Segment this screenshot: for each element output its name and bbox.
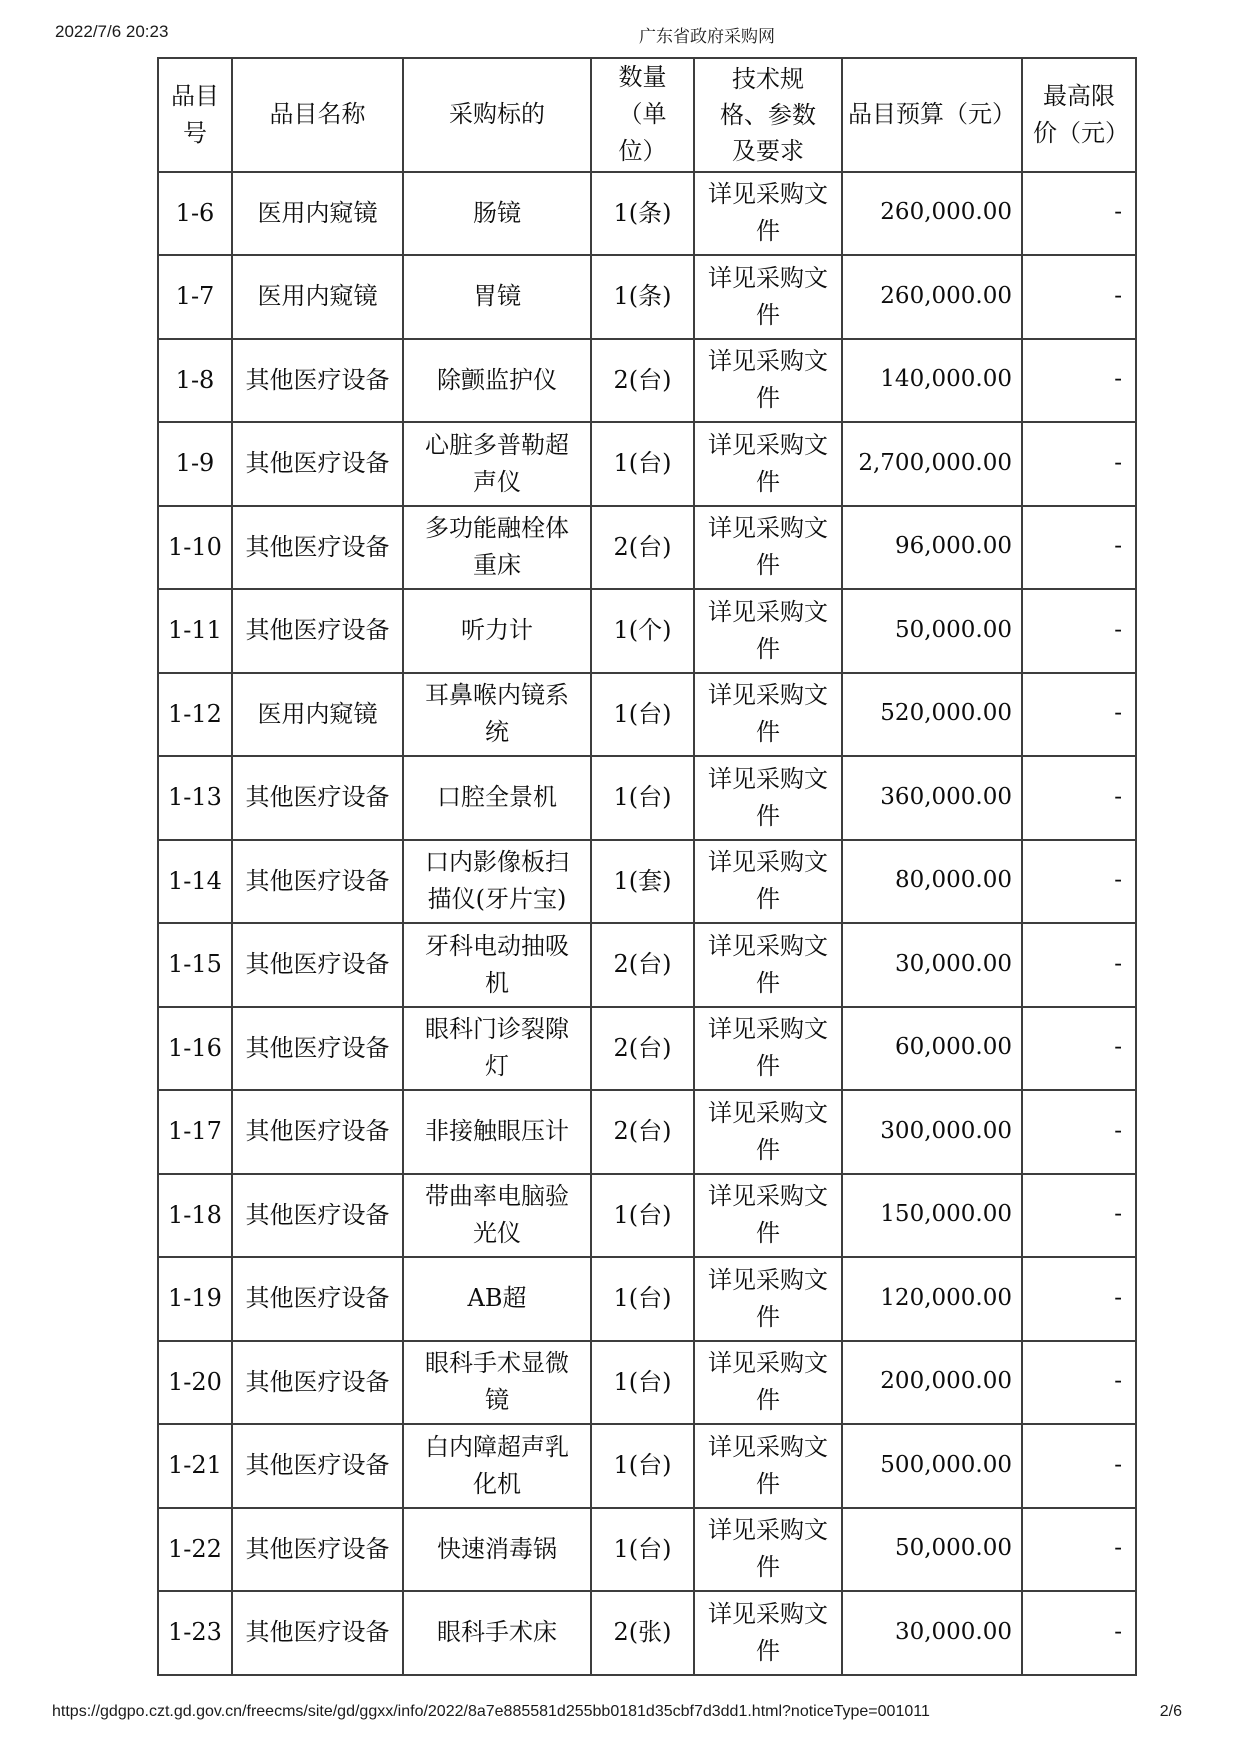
cell-target: AB超 xyxy=(403,1257,591,1341)
cell-target: 口腔全景机 xyxy=(403,756,591,840)
cell-item_name: 其他医疗设备 xyxy=(232,506,403,590)
cell-spec: 详见采购文件 xyxy=(694,1257,842,1341)
cell-budget: 30,000.00 xyxy=(842,923,1022,1007)
cell-budget: 260,000.00 xyxy=(842,172,1022,256)
cell-budget: 30,000.00 xyxy=(842,1591,1022,1675)
cell-quantity: 1(条) xyxy=(591,172,694,256)
cell-spec: 详见采购文件 xyxy=(694,923,842,1007)
cell-max_price: - xyxy=(1022,1591,1136,1675)
cell-target: 耳鼻喉内镜系统 xyxy=(403,673,591,757)
cell-spec: 详见采购文件 xyxy=(694,1508,842,1592)
table-row xyxy=(158,339,1136,423)
cell-item_no: 1-12 xyxy=(158,673,232,757)
cell-target: 眼科手术显微镜 xyxy=(403,1341,591,1425)
cell-max_price: - xyxy=(1022,923,1136,1007)
page-number-indicator: 2/6 xyxy=(1159,1703,1182,1720)
cell-quantity: 1(台) xyxy=(591,1424,694,1508)
cell-spec: 详见采购文件 xyxy=(694,1090,842,1174)
cell-quantity: 2(台) xyxy=(591,339,694,423)
cell-max_price: - xyxy=(1022,422,1136,506)
cell-spec: 详见采购文件 xyxy=(694,589,842,673)
cell-budget: 80,000.00 xyxy=(842,840,1022,924)
cell-item_name: 其他医疗设备 xyxy=(232,589,403,673)
cell-max_price: - xyxy=(1022,1090,1136,1174)
cell-target: 眼科手术床 xyxy=(403,1591,591,1675)
cell-quantity: 2(台) xyxy=(591,506,694,590)
cell-quantity: 2(张) xyxy=(591,1591,694,1675)
cell-item_name: 其他医疗设备 xyxy=(232,1090,403,1174)
cell-spec: 详见采购文件 xyxy=(694,673,842,757)
cell-item_name: 医用内窥镜 xyxy=(232,673,403,757)
print-footer-url: https://gdgpo.czt.gd.gov.cn/freecms/site/gd/ggxx/info/2022/8a7e885581d255bb0181d35cbf7d3dd1.html?noticeType=001011 xyxy=(52,1703,930,1720)
cell-item_name: 其他医疗设备 xyxy=(232,923,403,1007)
cell-item_no: 1-14 xyxy=(158,840,232,924)
cell-spec: 详见采购文件 xyxy=(694,1007,842,1091)
table-row xyxy=(158,1007,1136,1091)
cell-item_no: 1-21 xyxy=(158,1424,232,1508)
cell-quantity: 2(台) xyxy=(591,1090,694,1174)
cell-quantity: 1(套) xyxy=(591,840,694,924)
table-row xyxy=(158,923,1136,1007)
column-header-item_name: 品目名称 xyxy=(232,58,403,172)
cell-quantity: 1(台) xyxy=(591,1341,694,1425)
cell-max_price: - xyxy=(1022,673,1136,757)
cell-item_no: 1-20 xyxy=(158,1341,232,1425)
cell-budget: 260,000.00 xyxy=(842,255,1022,339)
cell-item_name: 其他医疗设备 xyxy=(232,1174,403,1258)
cell-budget: 50,000.00 xyxy=(842,589,1022,673)
procurement-items-table xyxy=(157,57,1137,1676)
cell-quantity: 1(台) xyxy=(591,422,694,506)
cell-target: 牙科电动抽吸机 xyxy=(403,923,591,1007)
cell-quantity: 2(台) xyxy=(591,923,694,1007)
table-row xyxy=(158,589,1136,673)
cell-spec: 详见采购文件 xyxy=(694,172,842,256)
cell-quantity: 1(台) xyxy=(591,673,694,757)
table-row xyxy=(158,1424,1136,1508)
cell-item_no: 1-15 xyxy=(158,923,232,1007)
cell-item_no: 1-13 xyxy=(158,756,232,840)
cell-item_no: 1-7 xyxy=(158,255,232,339)
cell-max_price: - xyxy=(1022,589,1136,673)
cell-budget: 520,000.00 xyxy=(842,673,1022,757)
cell-max_price: - xyxy=(1022,840,1136,924)
cell-item_no: 1-23 xyxy=(158,1591,232,1675)
cell-max_price: - xyxy=(1022,255,1136,339)
table-row xyxy=(158,506,1136,590)
cell-budget: 60,000.00 xyxy=(842,1007,1022,1091)
table-body xyxy=(158,172,1136,1675)
cell-item_name: 医用内窥镜 xyxy=(232,255,403,339)
cell-item_name: 其他医疗设备 xyxy=(232,339,403,423)
cell-item_no: 1-9 xyxy=(158,422,232,506)
cell-quantity: 2(台) xyxy=(591,1007,694,1091)
cell-item_no: 1-16 xyxy=(158,1007,232,1091)
cell-target: 听力计 xyxy=(403,589,591,673)
cell-target: 心脏多普勒超声仪 xyxy=(403,422,591,506)
print-header-datetime: 2022/7/6 20:23 xyxy=(55,22,169,41)
column-header-quantity: 数量（单位） xyxy=(591,58,694,172)
table-row xyxy=(158,1341,1136,1425)
cell-item_name: 其他医疗设备 xyxy=(232,422,403,506)
cell-target: 多功能融栓体重床 xyxy=(403,506,591,590)
cell-item_no: 1-17 xyxy=(158,1090,232,1174)
cell-quantity: 1(条) xyxy=(591,255,694,339)
table-row xyxy=(158,1174,1136,1258)
cell-target: 非接触眼压计 xyxy=(403,1090,591,1174)
cell-quantity: 1(台) xyxy=(591,1508,694,1592)
table-row xyxy=(158,1591,1136,1675)
cell-spec: 详见采购文件 xyxy=(694,1174,842,1258)
cell-item_no: 1-8 xyxy=(158,339,232,423)
cell-spec: 详见采购文件 xyxy=(694,422,842,506)
cell-item_no: 1-19 xyxy=(158,1257,232,1341)
cell-target: 口内影像板扫描仪(牙片宝) xyxy=(403,840,591,924)
cell-budget: 50,000.00 xyxy=(842,1508,1022,1592)
column-header-item_no: 品目号 xyxy=(158,58,232,172)
cell-max_price: - xyxy=(1022,1257,1136,1341)
cell-item_name: 其他医疗设备 xyxy=(232,1341,403,1425)
cell-max_price: - xyxy=(1022,1007,1136,1091)
cell-item_name: 其他医疗设备 xyxy=(232,1257,403,1341)
cell-target: 胃镜 xyxy=(403,255,591,339)
cell-max_price: - xyxy=(1022,1424,1136,1508)
column-header-spec: 技术规格、参数及要求 xyxy=(694,58,842,172)
table-row xyxy=(158,422,1136,506)
cell-target: 快速消毒锅 xyxy=(403,1508,591,1592)
cell-spec: 详见采购文件 xyxy=(694,840,842,924)
cell-target: 眼科门诊裂隙灯 xyxy=(403,1007,591,1091)
page-title: 广东省政府采购网 xyxy=(639,27,775,46)
table-row xyxy=(158,673,1136,757)
cell-item_no: 1-18 xyxy=(158,1174,232,1258)
cell-item_no: 1-6 xyxy=(158,172,232,256)
cell-spec: 详见采购文件 xyxy=(694,506,842,590)
cell-target: 带曲率电脑验光仪 xyxy=(403,1174,591,1258)
cell-spec: 详见采购文件 xyxy=(694,756,842,840)
table-row xyxy=(158,756,1136,840)
cell-quantity: 1(台) xyxy=(591,1257,694,1341)
cell-max_price: - xyxy=(1022,756,1136,840)
cell-target: 白内障超声乳化机 xyxy=(403,1424,591,1508)
table-row xyxy=(158,1257,1136,1341)
cell-budget: 96,000.00 xyxy=(842,506,1022,590)
cell-spec: 详见采购文件 xyxy=(694,1591,842,1675)
cell-budget: 120,000.00 xyxy=(842,1257,1022,1341)
cell-budget: 300,000.00 xyxy=(842,1090,1022,1174)
column-header-max_price: 最高限价（元） xyxy=(1022,58,1136,172)
table-row xyxy=(158,840,1136,924)
cell-budget: 150,000.00 xyxy=(842,1174,1022,1258)
cell-item_name: 医用内窥镜 xyxy=(232,172,403,256)
cell-item_no: 1-22 xyxy=(158,1508,232,1592)
cell-spec: 详见采购文件 xyxy=(694,339,842,423)
table-header-row xyxy=(158,58,1136,172)
cell-spec: 详见采购文件 xyxy=(694,255,842,339)
cell-max_price: - xyxy=(1022,1341,1136,1425)
cell-budget: 2,700,000.00 xyxy=(842,422,1022,506)
cell-budget: 200,000.00 xyxy=(842,1341,1022,1425)
cell-target: 肠镜 xyxy=(403,172,591,256)
cell-budget: 360,000.00 xyxy=(842,756,1022,840)
column-header-budget: 品目预算（元） xyxy=(842,58,1022,172)
cell-item_name: 其他医疗设备 xyxy=(232,1007,403,1091)
table-row xyxy=(158,172,1136,256)
cell-max_price: - xyxy=(1022,339,1136,423)
cell-item_name: 其他医疗设备 xyxy=(232,756,403,840)
cell-budget: 140,000.00 xyxy=(842,339,1022,423)
cell-max_price: - xyxy=(1022,1174,1136,1258)
table-row xyxy=(158,1090,1136,1174)
cell-item_no: 1-10 xyxy=(158,506,232,590)
cell-target: 除颤监护仪 xyxy=(403,339,591,423)
cell-max_price: - xyxy=(1022,506,1136,590)
cell-quantity: 1(台) xyxy=(591,1174,694,1258)
cell-item_name: 其他医疗设备 xyxy=(232,840,403,924)
cell-budget: 500,000.00 xyxy=(842,1424,1022,1508)
cell-spec: 详见采购文件 xyxy=(694,1341,842,1425)
column-header-target: 采购标的 xyxy=(403,58,591,172)
cell-max_price: - xyxy=(1022,1508,1136,1592)
cell-item_name: 其他医疗设备 xyxy=(232,1591,403,1675)
cell-max_price: - xyxy=(1022,172,1136,256)
cell-item_name: 其他医疗设备 xyxy=(232,1508,403,1592)
table-row xyxy=(158,1508,1136,1592)
cell-item_no: 1-11 xyxy=(158,589,232,673)
cell-quantity: 1(台) xyxy=(591,756,694,840)
cell-item_name: 其他医疗设备 xyxy=(232,1424,403,1508)
cell-spec: 详见采购文件 xyxy=(694,1424,842,1508)
table-row xyxy=(158,255,1136,339)
cell-quantity: 1(个) xyxy=(591,589,694,673)
